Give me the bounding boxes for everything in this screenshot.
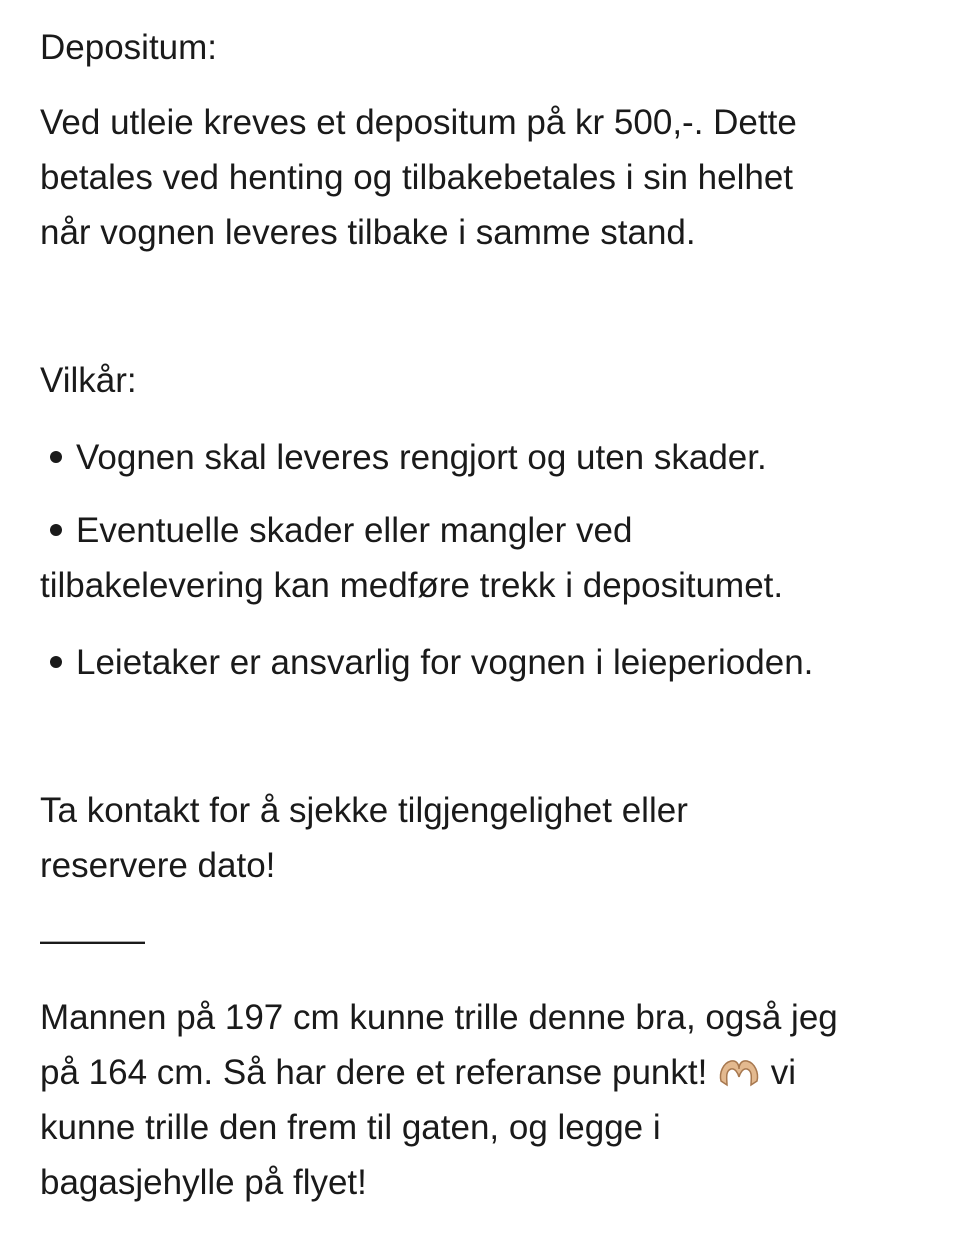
deposit-heading: Depositum: <box>40 28 218 67</box>
bullet-text: Eventuelle skader eller mangler ved <box>76 511 633 550</box>
terms-bullet <box>50 430 767 485</box>
bullet-icon <box>50 451 62 463</box>
note-line: kunne trille den frem til gaten, og legge i <box>40 1108 661 1147</box>
contact-text-line: Ta kontakt for å sjekke tilgjengelighet eller <box>40 791 688 830</box>
note-text: på 164 cm. Så har dere et referanse punkt! <box>40 1053 718 1092</box>
terms-bullet <box>50 635 813 690</box>
note-line: Mannen på 197 cm kunne trille denne bra, også jeg <box>40 998 838 1037</box>
note-line <box>40 1045 796 1100</box>
note-text: vi <box>761 1053 797 1092</box>
deposit-text-line: Ved utleie kreves et depositum på kr 500,-. Dette <box>40 103 797 142</box>
bullet-icon <box>50 524 62 536</box>
bullet-text: Vognen skal leveres rengjort og uten skader. <box>76 438 767 477</box>
deposit-text-line: når vognen leveres tilbake i samme stand. <box>40 213 696 252</box>
bullet-text: Leietaker er ansvarlig for vognen i leieperioden. <box>76 643 814 682</box>
terms-bullet <box>50 503 632 558</box>
bullet-text-continuation: tilbakelevering kan medføre trekk i depositumet. <box>40 566 784 605</box>
deposit-text-line: betales ved henting og tilbakebetales i sin helhet <box>40 158 794 197</box>
contact-text-line: reservere dato! <box>40 846 276 885</box>
terms-heading: Vilkår: <box>40 361 137 400</box>
bullet-icon <box>50 656 62 668</box>
separator: ——— <box>40 921 145 960</box>
heart-hands-icon <box>717 1051 761 1091</box>
note-line: bagasjehylle på flyet! <box>40 1163 367 1202</box>
